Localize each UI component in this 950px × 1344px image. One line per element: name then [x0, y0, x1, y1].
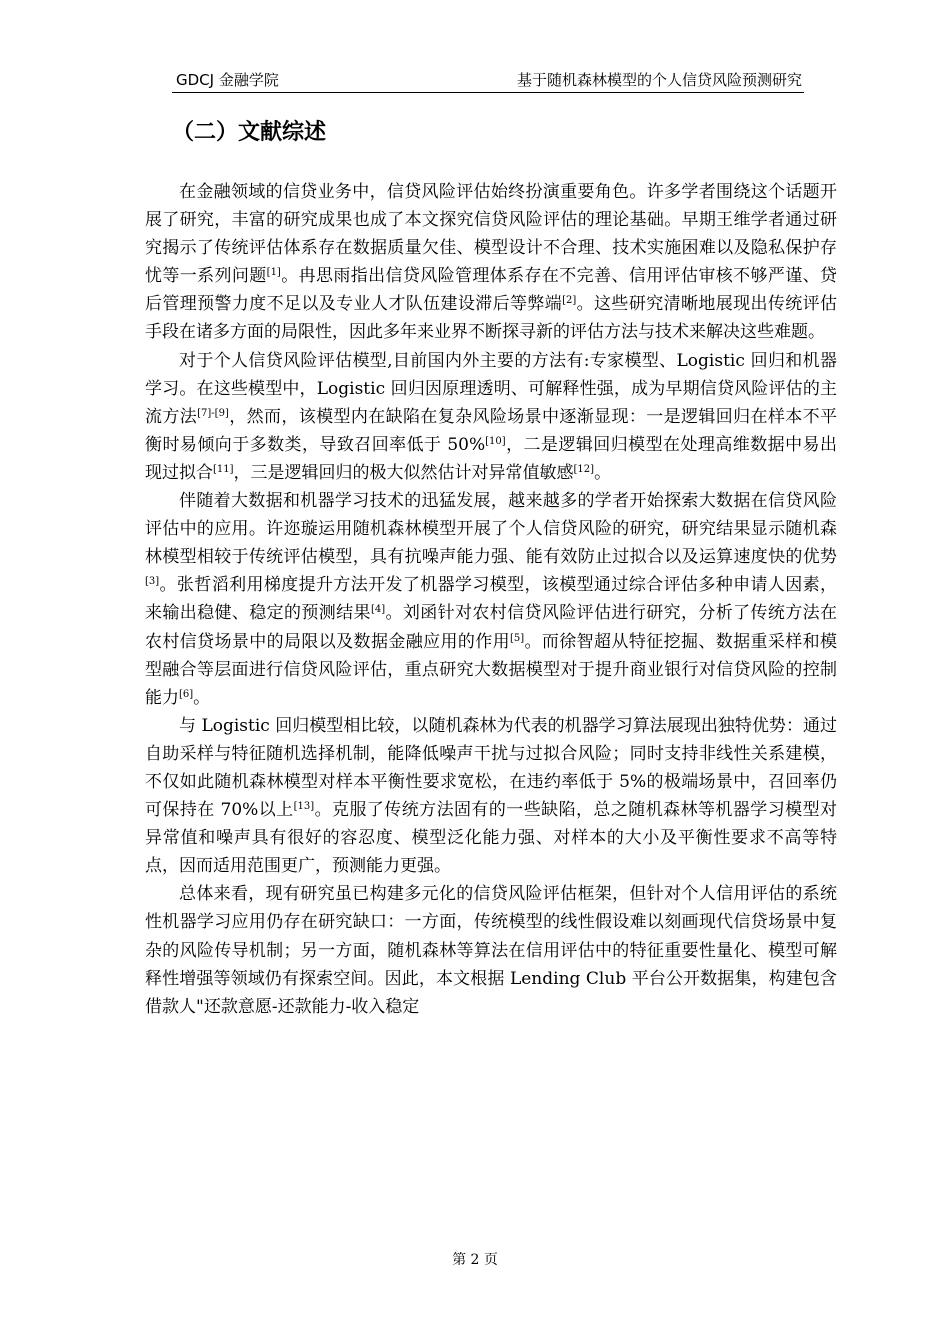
citation: [1]	[266, 267, 281, 279]
paragraph-4: 与 Logistic 回归模型相比较，以随机森林为代表的机器学习算法展现出独特优势：通过自助采样与特征随机选择机制，能降低噪声干扰与过拟合风险；同时支持非线性关系建模，不仅如此随机森林模型对样本平衡性要求宽松，在违约率低于 5%的极端场景中，召回率仍可保持在 70%以上[13]。克服了传统方法固有的一些缺陷，总之随机森林等机器学习模型对异常值和噪声具有很好的容忍度、模型泛化能力强、对样本的大小及平衡性要求不高等特点，因而适用范围更广，预测能力更强。	[145, 715, 837, 877]
citation: [10]	[485, 435, 506, 447]
paragraph-5: 总体来看，现有研究虽已构建多元化的信贷风险评估框架，但针对个人信用评估的系统性机器学习应用仍存在研究缺口：一方面，传统模型的线性假设难以刻画现代信贷场景中复杂的风险传导机制；另一方面，随机森林等算法在信用评估中的特征重要性量化、模型可解释性增强等领域仍有探索空间。因此，本文根据 Lending Club 平台公开数据集，构建包含借款人"还款意愿-还款能力-收入稳定	[145, 884, 837, 1017]
page-header	[172, 70, 804, 93]
citation: [2]	[562, 295, 577, 307]
page-number: 第 2 页	[452, 1252, 498, 1268]
paragraph-2: 对于个人信贷风险评估模型,目前国内外主要的方法有:专家模型、Logistic 回归和机器学习。在这些模型中，Logistic 回归因原理透明、可解释性强，成为早期信贷风险评估的主流方法[7]-[9]，然而，该模型内在缺陷在复杂风险场景中逐渐显现：一是逻辑回归在样本不平衡时易倾向于多数类，导致召回率低于 50%[10]，二是逻辑回归模型在处理高维数据中易出现过拟合[11]，三是逻辑回归的极大似然估计对异常值敏感[12]。	[145, 350, 838, 483]
paragraph-3: 伴随着大数据和机器学习技术的迅猛发展，越来越多的学者开始探索大数据在信贷风险评估中的应用。许迩璇运用随机森林模型开展了个人信贷风险的研究，研究结果显示随机森林模型相较于传统评估模型，具有抗噪声能力强、能有效防止过拟合以及运算速度快的优势[3]。张哲滔利用梯度提升方法开发了机器学习模型，该模型通过综合评估多种申请人因素，来输出稳健、稳定的预测结果[4]。刘函针对农村信贷风险评估进行研究，分析了传统方法在农村信贷场景中的局限以及数据金融应用的作用[5]。而徐智超从特征挖掘、数据重采样和模型融合等层面进行信贷风险评估，重点研究大数据模型对于提升商业银行对信贷风险的控制能力[6]。	[145, 491, 838, 708]
header-institution: GDCJ 金融学院	[176, 71, 279, 89]
citation: [13]	[293, 801, 315, 813]
citation: [6]	[179, 688, 194, 700]
paragraph-1: 在金融领域的信贷业务中，信贷风险评估始终扮演重要角色。许多学者围绕这个话题开展了研究，丰富的研究成果也成了本文探究信贷风险评估的理论基础。早期王维学者通过研究揭示了传统评估体系存在数据质量欠佳、模型设计不合理、技术实施困难以及隐私保护存忧等一系列问题[1]。冉思雨指出信贷风险管理体系存在不完善、信用评估审核不够严谨、贷后管理预警力度不足以及专业人才队伍建设滞后等弊端[2]。这些研究清晰地展现出传统评估手段在诸多方面的局限性，因此多年来业界不断探寻新的评估方法与技术来解决这些难题。	[145, 182, 838, 343]
citation: [5]	[509, 632, 525, 644]
body-text	[145, 178, 837, 1021]
citation: [4]	[370, 604, 386, 616]
citation: [12]	[573, 463, 595, 475]
section-title: （二）文献综述	[172, 120, 327, 145]
header-paper-title: 基于随机森林模型的个人信贷风险预测研究	[516, 71, 802, 89]
citation: [3]	[145, 576, 160, 588]
citation: [11]	[213, 463, 234, 475]
citation: [7]-[9]	[197, 407, 229, 419]
